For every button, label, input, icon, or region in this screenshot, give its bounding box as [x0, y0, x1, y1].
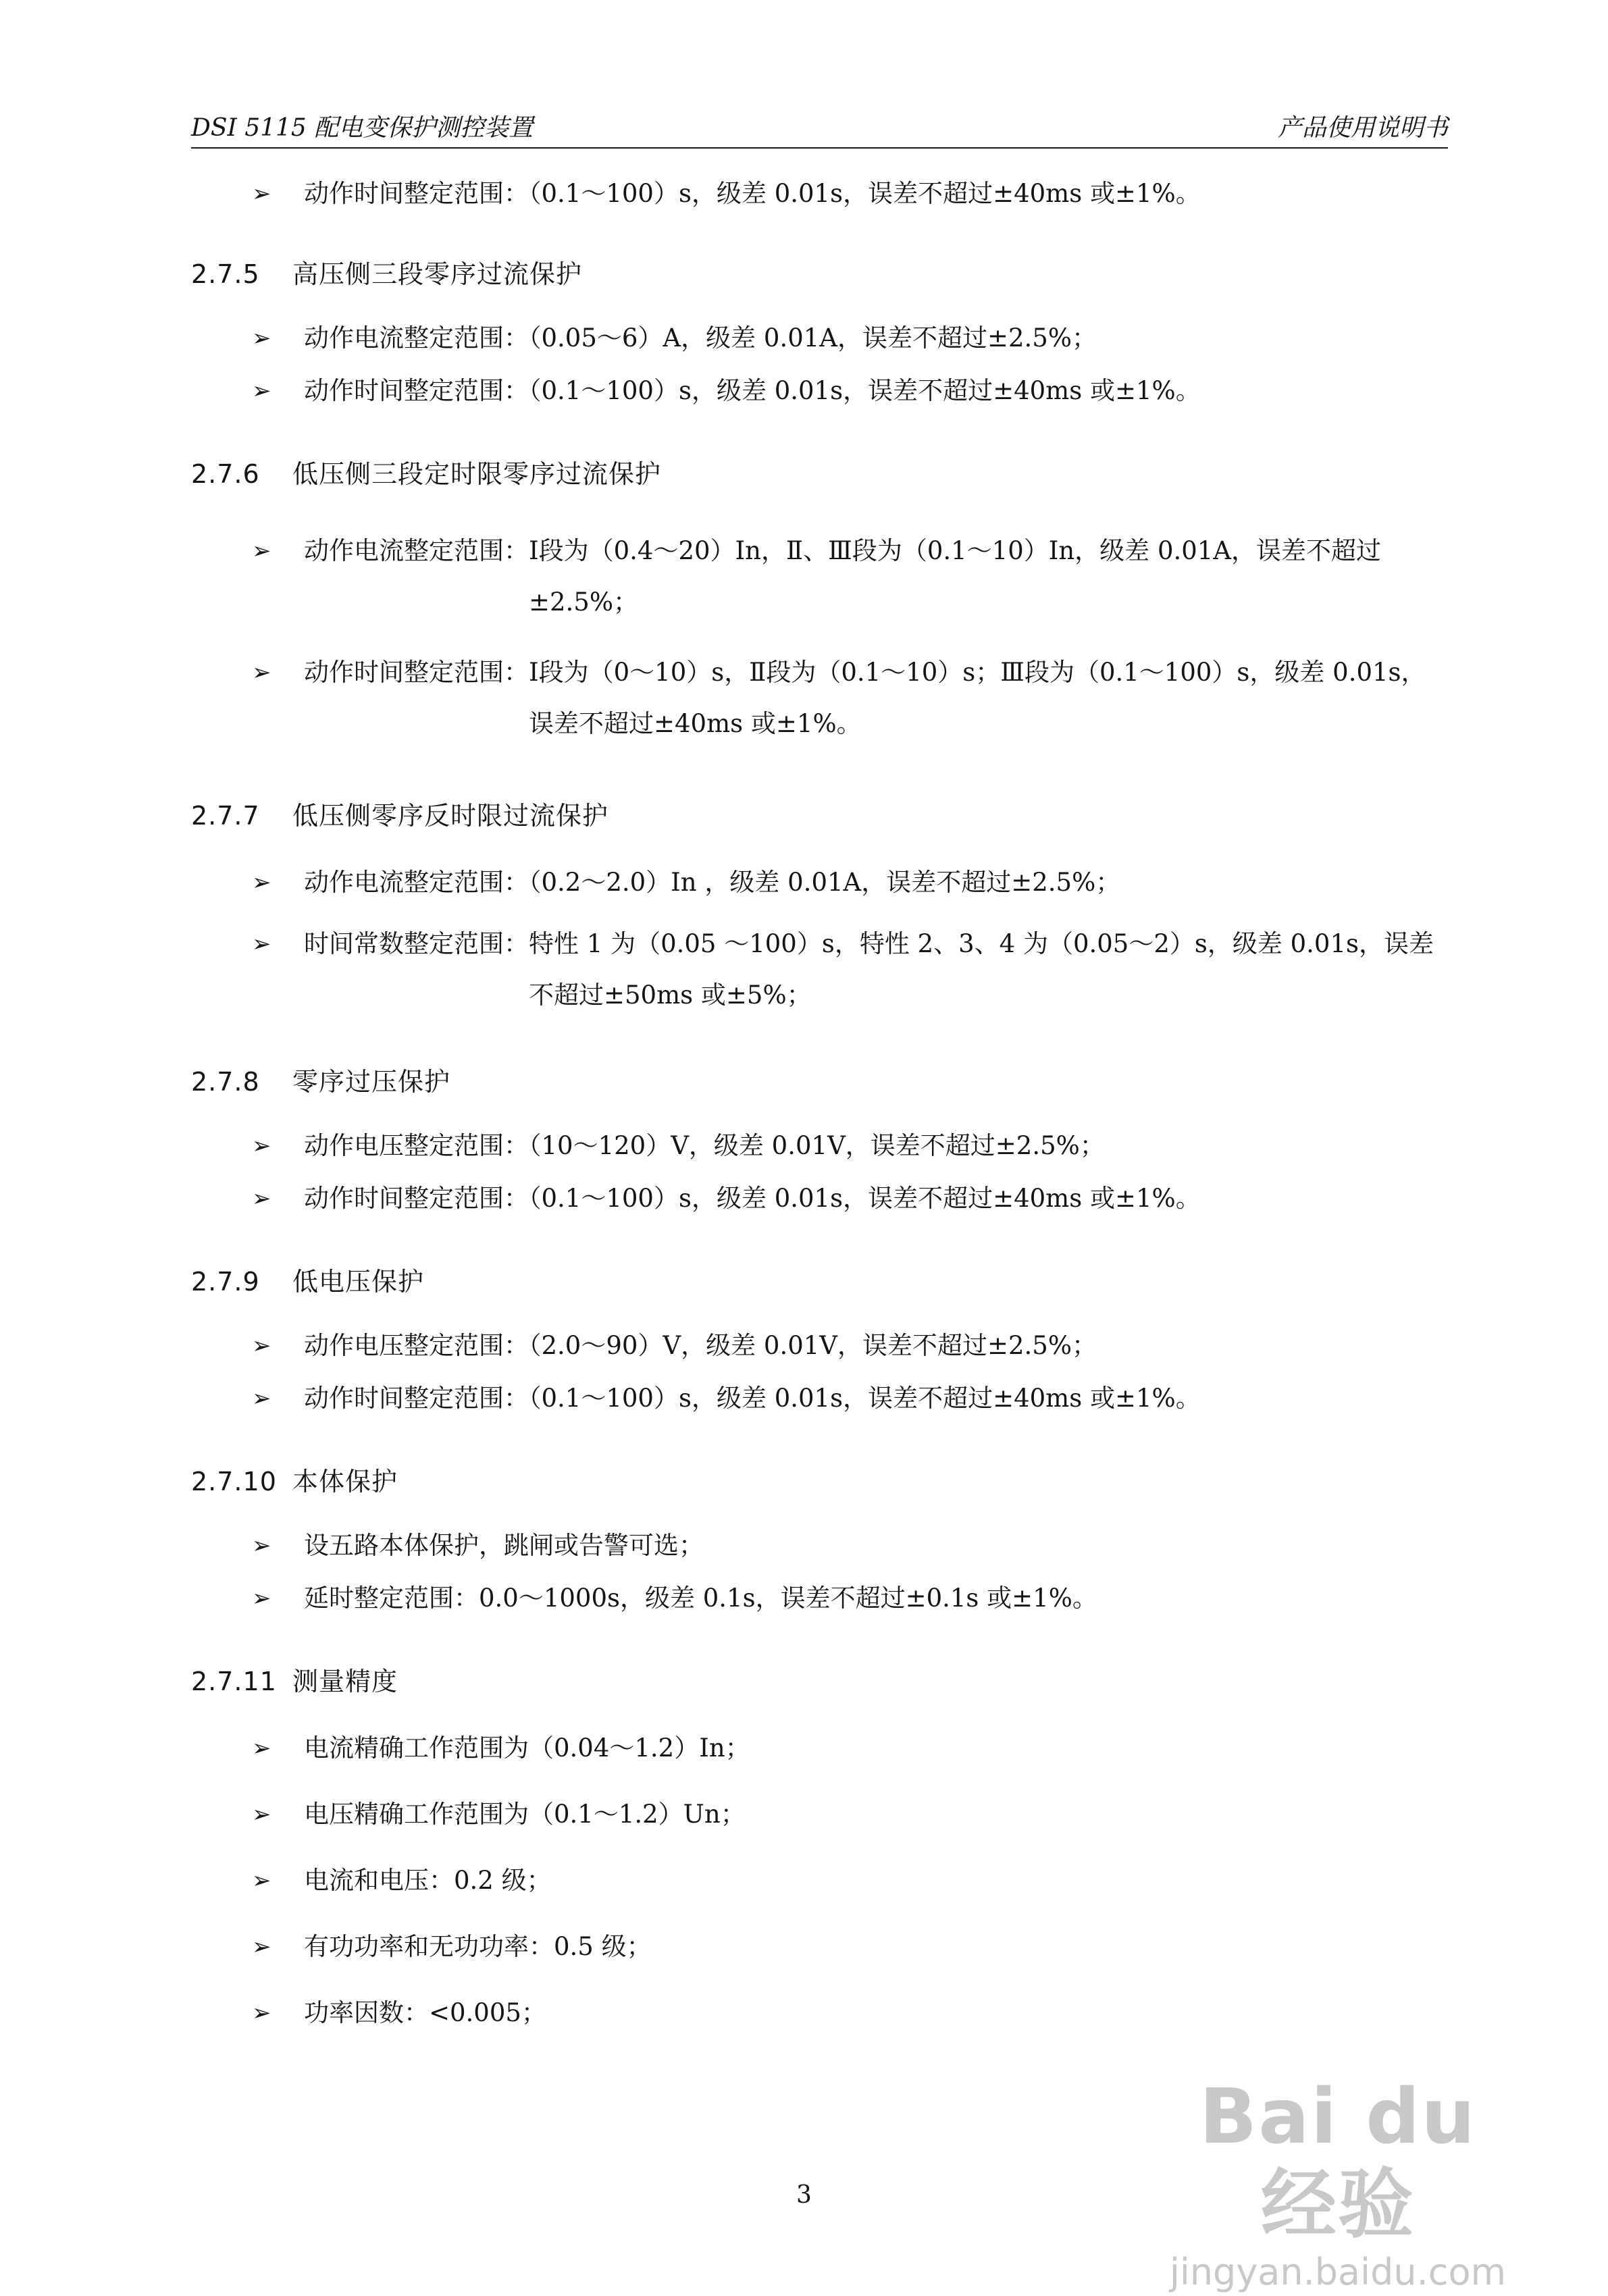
list-item: [191, 1930, 1448, 1964]
section-list: [191, 1129, 1448, 1216]
section-title: 低电压保护: [292, 1267, 425, 1297]
bullet-arrow-icon: ➢: [252, 1585, 271, 1612]
page-header: [191, 107, 1448, 149]
section-heading: [191, 800, 1448, 832]
intro-list: [191, 177, 1448, 211]
section-number: 2.7.7: [191, 801, 260, 831]
section-title: 测量精度: [292, 1667, 398, 1696]
list-item: [191, 866, 1448, 899]
section-number: 2.7.5: [191, 259, 260, 289]
item-label: 时间常数整定范围：: [304, 929, 529, 958]
list-item: [191, 1129, 1448, 1163]
section-2-7-8: [191, 1066, 1448, 1216]
header-document-title: DSI 5115 配电变保护测控装置: [191, 114, 534, 142]
item-text: 设五路本体保护，跳闸或告警可选；: [304, 1531, 704, 1560]
bullet-arrow-icon: ➢: [252, 1867, 271, 1894]
item-text: （2.0～90）V，级差 0.01V，误差不超过±2.5%；: [529, 1331, 1097, 1360]
bullet-arrow-icon: ➢: [252, 1385, 271, 1412]
list-item: [191, 374, 1448, 408]
section-list: [191, 321, 1448, 408]
item-text: （0.05～6）A，级差 0.01A，误差不超过±2.5%；: [529, 323, 1097, 353]
list-item: [191, 1182, 1448, 1216]
item-text: （0.1～100）s，级差 0.01s，误差不超过±40ms 或±1%。: [529, 1384, 1201, 1413]
watermark-url: jingyan.baidu.com: [1169, 2251, 1507, 2293]
section-title: 低压侧三段定时限零序过流保护: [292, 459, 662, 489]
section-number: 2.7.9: [191, 1267, 260, 1297]
item-text: Ⅰ段为（0.4～20）In，Ⅱ、Ⅲ段为（0.1～10）In，级差 0.01A，误差不超过±2.5%；: [529, 536, 1382, 617]
section-heading: [191, 1066, 1448, 1098]
page-content: [191, 177, 1448, 2030]
list-item: [191, 647, 1448, 750]
item-text: 电压精确工作范围为（0.1～1.2）Un；: [304, 1800, 746, 1829]
item-text: 电流精确工作范围为（0.04～1.2）In；: [304, 1733, 750, 1763]
section-title: 零序过压保护: [292, 1067, 451, 1097]
section-number: 2.7.8: [191, 1067, 260, 1097]
baidu-jingyan-watermark: [1162, 2073, 1513, 2293]
header-manual-title: 产品使用说明书: [1277, 114, 1448, 142]
list-item: [191, 1731, 1448, 1765]
item-text: Ⅰ段为（0～10）s，Ⅱ段为（0.1～10）s；Ⅲ段为（0.1～100）s，级差 0.01s，误差不超过±40ms 或±1%。: [529, 658, 1426, 738]
section-2-7-6: [191, 458, 1448, 750]
section-list: [191, 1731, 1448, 2030]
section-2-7-7: [191, 800, 1448, 1021]
bullet-arrow-icon: ➢: [252, 1801, 271, 1828]
item-text: （0.2～2.0）In ，级差 0.01A，误差不超过±2.5%；: [529, 868, 1121, 897]
list-item: [191, 1996, 1448, 2030]
section-heading: [191, 1665, 1448, 1698]
item-label: 动作电流整定范围：: [304, 868, 529, 897]
bullet-arrow-icon: ➢: [252, 1933, 271, 1960]
section-heading: [191, 1465, 1448, 1498]
bullet-arrow-icon: ➢: [252, 869, 271, 896]
section-list: [191, 525, 1448, 750]
list-item: [191, 177, 1448, 211]
bullet-arrow-icon: ➢: [252, 659, 271, 686]
item-text: 功率因数：<0.005；: [304, 1998, 546, 2027]
list-item: [191, 1798, 1448, 1831]
item-text: 有功功率和无功功率：0.5 级；: [304, 1932, 652, 1961]
list-item: [191, 321, 1448, 355]
item-label: 动作电流整定范围：: [304, 536, 529, 565]
section-title: 低压侧零序反时限过流保护: [292, 801, 609, 831]
item-text: 特性 1 为（0.05 ～100）s，特性 2、3、4 为（0.05～2）s，级差 0.01s，误差不超过±50ms 或±5%；: [529, 929, 1434, 1010]
watermark-logo: Bai du 经验: [1199, 2073, 1477, 2249]
item-label: 动作时间整定范围：: [304, 179, 529, 208]
bullet-arrow-icon: ➢: [252, 1185, 271, 1212]
item-label: 动作电压整定范围：: [304, 1131, 529, 1160]
section-title: 本体保护: [292, 1467, 398, 1496]
list-item: [191, 918, 1448, 1021]
item-label: 动作电压整定范围：: [304, 1331, 529, 1360]
list-item: [191, 1864, 1448, 1898]
section-number: 2.7.10: [191, 1467, 277, 1496]
section-heading: [191, 458, 1448, 490]
bullet-arrow-icon: ➢: [252, 325, 271, 352]
bullet-arrow-icon: ➢: [252, 2000, 271, 2027]
item-text: 延时整定范围：0.0～1000s，级差 0.1s，误差不超过±0.1s 或±1%。: [304, 1584, 1097, 1613]
section-2-7-10: [191, 1465, 1448, 1615]
item-label: 动作时间整定范围：: [304, 1184, 529, 1213]
section-2-7-5: [191, 258, 1448, 408]
bullet-arrow-icon: ➢: [252, 180, 271, 207]
bullet-arrow-icon: ➢: [252, 1735, 271, 1762]
item-text: （0.1～100）s，级差 0.01s，误差不超过±40ms 或±1%。: [529, 1184, 1201, 1213]
section-2-7-11: [191, 1665, 1448, 2030]
section-list: [191, 1529, 1448, 1615]
bullet-arrow-icon: ➢: [252, 1532, 271, 1559]
list-item: [191, 525, 1448, 628]
bullet-arrow-icon: ➢: [252, 377, 271, 405]
section-2-7-9: [191, 1266, 1448, 1415]
section-heading: [191, 258, 1448, 290]
item-text: 电流和电压：0.2 级；: [304, 1866, 552, 1895]
item-label: 动作时间整定范围：: [304, 1384, 529, 1413]
bullet-arrow-icon: ➢: [252, 538, 271, 565]
list-item: [191, 1382, 1448, 1415]
section-list: [191, 866, 1448, 1021]
section-number: 2.7.11: [191, 1667, 277, 1696]
item-text: （10～120）V，级差 0.01V，误差不超过±2.5%；: [529, 1131, 1105, 1160]
list-item: [191, 1529, 1448, 1563]
section-list: [191, 1329, 1448, 1415]
item-text: （0.1～100）s，级差 0.01s，误差不超过±40ms 或±1%。: [529, 376, 1201, 405]
list-item: [191, 1582, 1448, 1615]
list-item: [191, 1329, 1448, 1363]
page-number: 3: [796, 2181, 812, 2209]
item-label: 动作电流整定范围：: [304, 323, 529, 353]
item-label: 动作时间整定范围：: [304, 658, 529, 687]
item-text: （0.1～100）s，级差 0.01s，误差不超过±40ms 或±1%。: [529, 179, 1201, 208]
bullet-arrow-icon: ➢: [252, 931, 271, 958]
section-number: 2.7.6: [191, 459, 260, 489]
section-heading: [191, 1266, 1448, 1298]
bullet-arrow-icon: ➢: [252, 1132, 271, 1159]
section-title: 高压侧三段零序过流保护: [292, 259, 583, 289]
item-label: 动作时间整定范围：: [304, 376, 529, 405]
bullet-arrow-icon: ➢: [252, 1332, 271, 1359]
